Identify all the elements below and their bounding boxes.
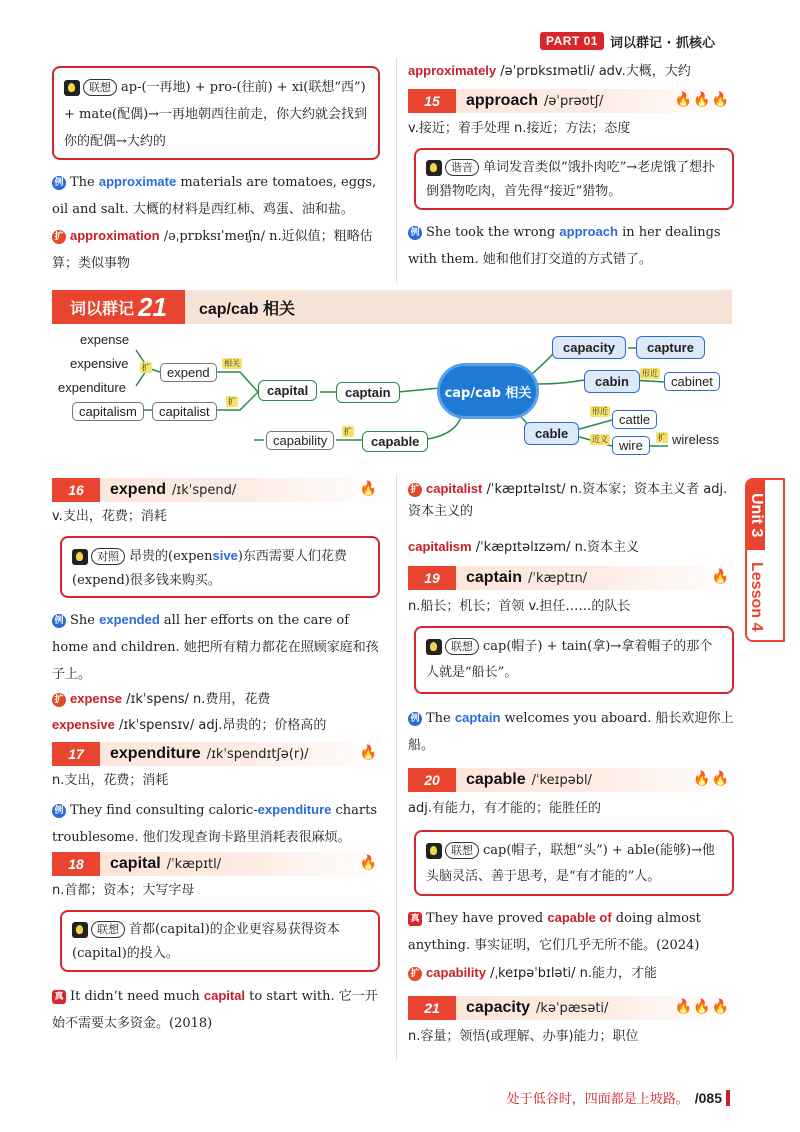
- mindmap-node-captain: captain: [336, 382, 400, 403]
- exam-sentence: 真 It didn’t need much capital to start with. 它一开始不需要太多资金。(2018): [52, 988, 378, 1031]
- memo-icon: [426, 843, 442, 859]
- memo-icon: [426, 639, 442, 655]
- word-definition: adj.有能力，有才能的；能胜任的: [408, 801, 601, 816]
- example-icon: 例: [52, 176, 66, 190]
- mindmap-node-cabinet: cabinet: [664, 372, 720, 391]
- example-icon: 例: [408, 712, 422, 726]
- memo-icon: [72, 549, 88, 565]
- mindmap-node-expenditure: expenditure: [58, 380, 126, 395]
- extension-line: 扩 capability /ˌkeɪpəˈbɪləti/ n.能力，才能: [408, 962, 738, 985]
- column-divider: [396, 475, 397, 1060]
- word-number: 20: [408, 768, 456, 792]
- page-footer: [470, 1088, 730, 1107]
- extension-line: 扩 capitalist /ˈkæpɪtəlɪst/ n.资本家；资本主义者 adj.资本主义的: [408, 481, 728, 519]
- column-divider: [396, 58, 397, 283]
- word-phonetic: /ɪkˈspend/: [172, 482, 237, 498]
- word-number: 18: [52, 852, 100, 876]
- highlight-word: expenditure: [257, 802, 332, 817]
- extension-icon: 扩: [408, 967, 422, 981]
- exam-sentence: 真 They have proved capable of doing almost anything. 事实证明，它们几乎无所不能。(2024): [408, 910, 701, 953]
- word-header-captain: [408, 566, 734, 590]
- highlight-word: capital: [203, 988, 246, 1003]
- word-header-capital: [52, 852, 382, 876]
- highlight-word: capable of: [547, 910, 612, 925]
- highlight-word: sive: [212, 548, 238, 563]
- memo-label: 联想: [91, 921, 125, 938]
- mindmap-node-capacity: capacity: [552, 336, 626, 359]
- word-phonetic: /ˈkæptɪn/: [528, 570, 588, 586]
- word-header-capacity: [408, 996, 734, 1020]
- mindmap-node-capital: capital: [258, 380, 317, 401]
- frequency-flame-icon: 🔥: [359, 745, 378, 761]
- word-title: approach: [466, 92, 539, 109]
- memo-text: cap(帽子) + tain(拿)→拿着帽子的那个人就是“船长”。: [426, 639, 713, 680]
- word-definition: v.接近；着手处理 n.接近；方法；态度: [408, 121, 631, 136]
- word-phonetic: /ɪkˈspendɪtʃə(r)/: [206, 746, 309, 762]
- word-phonetic: /əˈprəʊtʃ/: [544, 93, 604, 109]
- example-sentence: 例 They find consulting caloric-expenditure charts troublesome. 他们发现查询卡路里消耗表很麻烦。: [52, 802, 378, 845]
- header-title: 词以群记 · 抓核心: [609, 35, 715, 51]
- mindmap-center: cap/cab 相关: [440, 366, 536, 416]
- mindmap-node-wireless: wireless: [672, 432, 719, 447]
- mindmap-node-expend: expend: [160, 363, 217, 382]
- memo-text: cap(帽子，联想“头”) + able(能够)→他头脑灵活、善于思考，是“有才能的”人。: [426, 843, 715, 884]
- word-title: capital: [110, 855, 161, 872]
- tag-extension: 扩: [142, 363, 150, 372]
- mindmap-node-expense: expense: [80, 332, 130, 347]
- word-header-expenditure: [52, 742, 382, 766]
- frequency-flame-icon: 🔥🔥🔥: [674, 999, 730, 1015]
- highlight-word: captain: [454, 710, 501, 725]
- mindmap-node-capture: capture: [636, 336, 705, 359]
- example-sentence: 例 She expended all her efforts on the care of home and children. 她把所有精力都花在照顾家庭和孩子上。: [52, 612, 379, 682]
- word-definition: n.容量；领悟(或理解、办事)能力；职位: [408, 1029, 639, 1044]
- extension-line: expensive /ɪkˈspensɪv/ adj.昂贵的；价格高的: [52, 717, 327, 733]
- tag-similar-form: 形近: [592, 407, 608, 416]
- footer-quote: 处于低谷时，四面都是上坡路。: [506, 1092, 689, 1107]
- word-phonetic: /ˈkeɪpəbl/: [531, 772, 592, 788]
- frequency-flame-icon: 🔥: [711, 569, 730, 585]
- tag-extension: 扩: [228, 397, 236, 406]
- group-title: cap/cab 相关: [198, 300, 295, 318]
- lesson-label: Lesson 4: [747, 550, 765, 642]
- word-header-expend: [52, 478, 382, 502]
- word-phonetic: /ˈkæpɪtl/: [166, 856, 222, 872]
- memo-label: 对照: [91, 548, 125, 565]
- word-title: expenditure: [110, 745, 201, 762]
- extension-icon: 扩: [408, 483, 422, 497]
- mindmap-node-cabin: cabin: [584, 370, 640, 393]
- word-number: 15: [408, 89, 456, 113]
- unit-tab[interactable]: [745, 478, 785, 642]
- memo-box: [52, 66, 380, 160]
- mindmap-node-capability: capability: [266, 431, 334, 450]
- word-phonetic: /kəˈpæsəti/: [536, 1000, 609, 1016]
- memo-box: [414, 626, 734, 694]
- memo-text: 首都(capital)的企业更容易获得资本(capital)的投入。: [72, 922, 340, 961]
- memo-text: 单词发音类似“饿扑肉吃”→老虎饿了想扑倒猎物吃肉，首先得“接近”猎物。: [426, 160, 716, 199]
- extension-line: 扩 approximation /əˌprɒksɪˈmeɪʃn/ n.近似值；粗略估算；类似事物: [52, 228, 373, 271]
- word-title: capable: [466, 771, 526, 788]
- memo-box: [60, 910, 380, 972]
- word-definition: n.船长；机长；首领 v.担任……的队长: [408, 599, 631, 614]
- word-title: capacity: [466, 999, 531, 1016]
- memo-icon: [64, 80, 80, 96]
- page-header: [540, 30, 780, 52]
- part-badge: PART 01: [540, 32, 604, 50]
- example-sentence: 例 She took the wrong approach in her dealings with them. 她和他们打交道的方式错了。: [408, 224, 721, 267]
- example-icon: 例: [52, 804, 66, 818]
- mindmap-node-wire: wire: [612, 436, 650, 455]
- memo-label: 联想: [445, 638, 479, 655]
- frequency-flame-icon: 🔥: [359, 481, 378, 497]
- extension-word: expense: [70, 691, 123, 706]
- extension-line: 扩 expense /ɪkˈspens/ n.费用，花费: [52, 688, 382, 711]
- memo-label: 联想: [445, 842, 479, 859]
- mindmap-node-capitalism: capitalism: [72, 402, 144, 421]
- extension-word: approximation: [70, 228, 160, 243]
- tag-extension: 扩: [658, 433, 666, 442]
- memo-box: 对照 昂贵的(expensive)东西需要人们花费(expend)很多钱来购买。: [60, 536, 380, 598]
- extension-icon: 扩: [52, 693, 66, 707]
- group-tag: 词以群记 21: [52, 290, 185, 324]
- extension-line: capitalism /ˈkæpɪtəlɪzəm/ n.资本主义: [408, 539, 639, 555]
- extension-word: capitalism: [408, 539, 472, 554]
- tag-similar-form: 形近: [642, 369, 658, 378]
- word-header-capable: [408, 768, 734, 792]
- highlight-word: approximate: [98, 174, 177, 189]
- mindmap-node-capable: capable: [362, 431, 428, 452]
- page-number: /085: [695, 1090, 730, 1106]
- exam-icon: 真: [52, 990, 66, 1004]
- frequency-flame-icon: 🔥🔥: [693, 771, 730, 787]
- example-sentence: 例 The captain welcomes you aboard. 船长欢迎你上船。: [408, 710, 734, 753]
- mindmap-node-cattle: cattle: [612, 410, 657, 429]
- word-definition: n.支出，花费；消耗: [52, 773, 169, 788]
- mindmap-node-capitalist: capitalist: [152, 402, 217, 421]
- memo-icon: [72, 922, 88, 938]
- extension-word: capitalist: [426, 481, 483, 496]
- unit-label: Unit 3: [747, 480, 765, 550]
- memo-label: 谐音: [445, 159, 479, 176]
- mindmap-node-cable: cable: [524, 422, 579, 445]
- extension-word: capability: [426, 965, 486, 980]
- exam-icon: 真: [408, 912, 422, 926]
- group-banner: [52, 290, 732, 324]
- word-header-approach: [408, 89, 734, 113]
- frequency-flame-icon: 🔥🔥🔥: [674, 92, 730, 108]
- word-definition: v.支出，花费；消耗: [52, 509, 167, 524]
- example-icon: 例: [408, 226, 422, 240]
- frequency-flame-icon: 🔥: [359, 855, 378, 871]
- example-sentence: 例 The approximate materials are tomatoes, eggs, oil and salt. 大概的材料是西红柿、鸡蛋、油和盐。: [52, 174, 377, 217]
- tag-related: 相关: [224, 359, 240, 368]
- extension-word: approximately: [408, 63, 497, 78]
- highlight-word: approach: [559, 224, 618, 239]
- tag-extension: 扩: [344, 427, 352, 436]
- extension-word: expensive: [52, 717, 115, 732]
- tag-synonym: 近义: [592, 435, 608, 444]
- memo-text: ap-(一再地) + pro-(往前) + xi(联想“西”) + mate(配偶)→一再地朝西往前走，你大约就会找到你的配偶→大约的: [64, 80, 368, 149]
- extension-line: approximately /əˈprɒksɪmətli/ adv.大概，大约: [408, 63, 691, 79]
- highlight-word: expended: [99, 612, 160, 627]
- memo-icon: [426, 160, 442, 176]
- group-number: 21: [138, 291, 167, 322]
- memo-box: [414, 148, 734, 210]
- word-number: 19: [408, 566, 456, 590]
- word-number: 17: [52, 742, 100, 766]
- word-title: expend: [110, 481, 167, 498]
- memo-box: [414, 830, 734, 896]
- word-number: 16: [52, 478, 100, 502]
- word-definition: n.首都；资本；大写字母: [52, 883, 195, 898]
- word-title: captain: [466, 569, 523, 586]
- mindmap-node-expensive: expensive: [70, 356, 129, 371]
- memo-label: 联想: [83, 79, 117, 96]
- word-number: 21: [408, 996, 456, 1020]
- example-icon: 例: [52, 614, 66, 628]
- extension-icon: 扩: [52, 230, 66, 244]
